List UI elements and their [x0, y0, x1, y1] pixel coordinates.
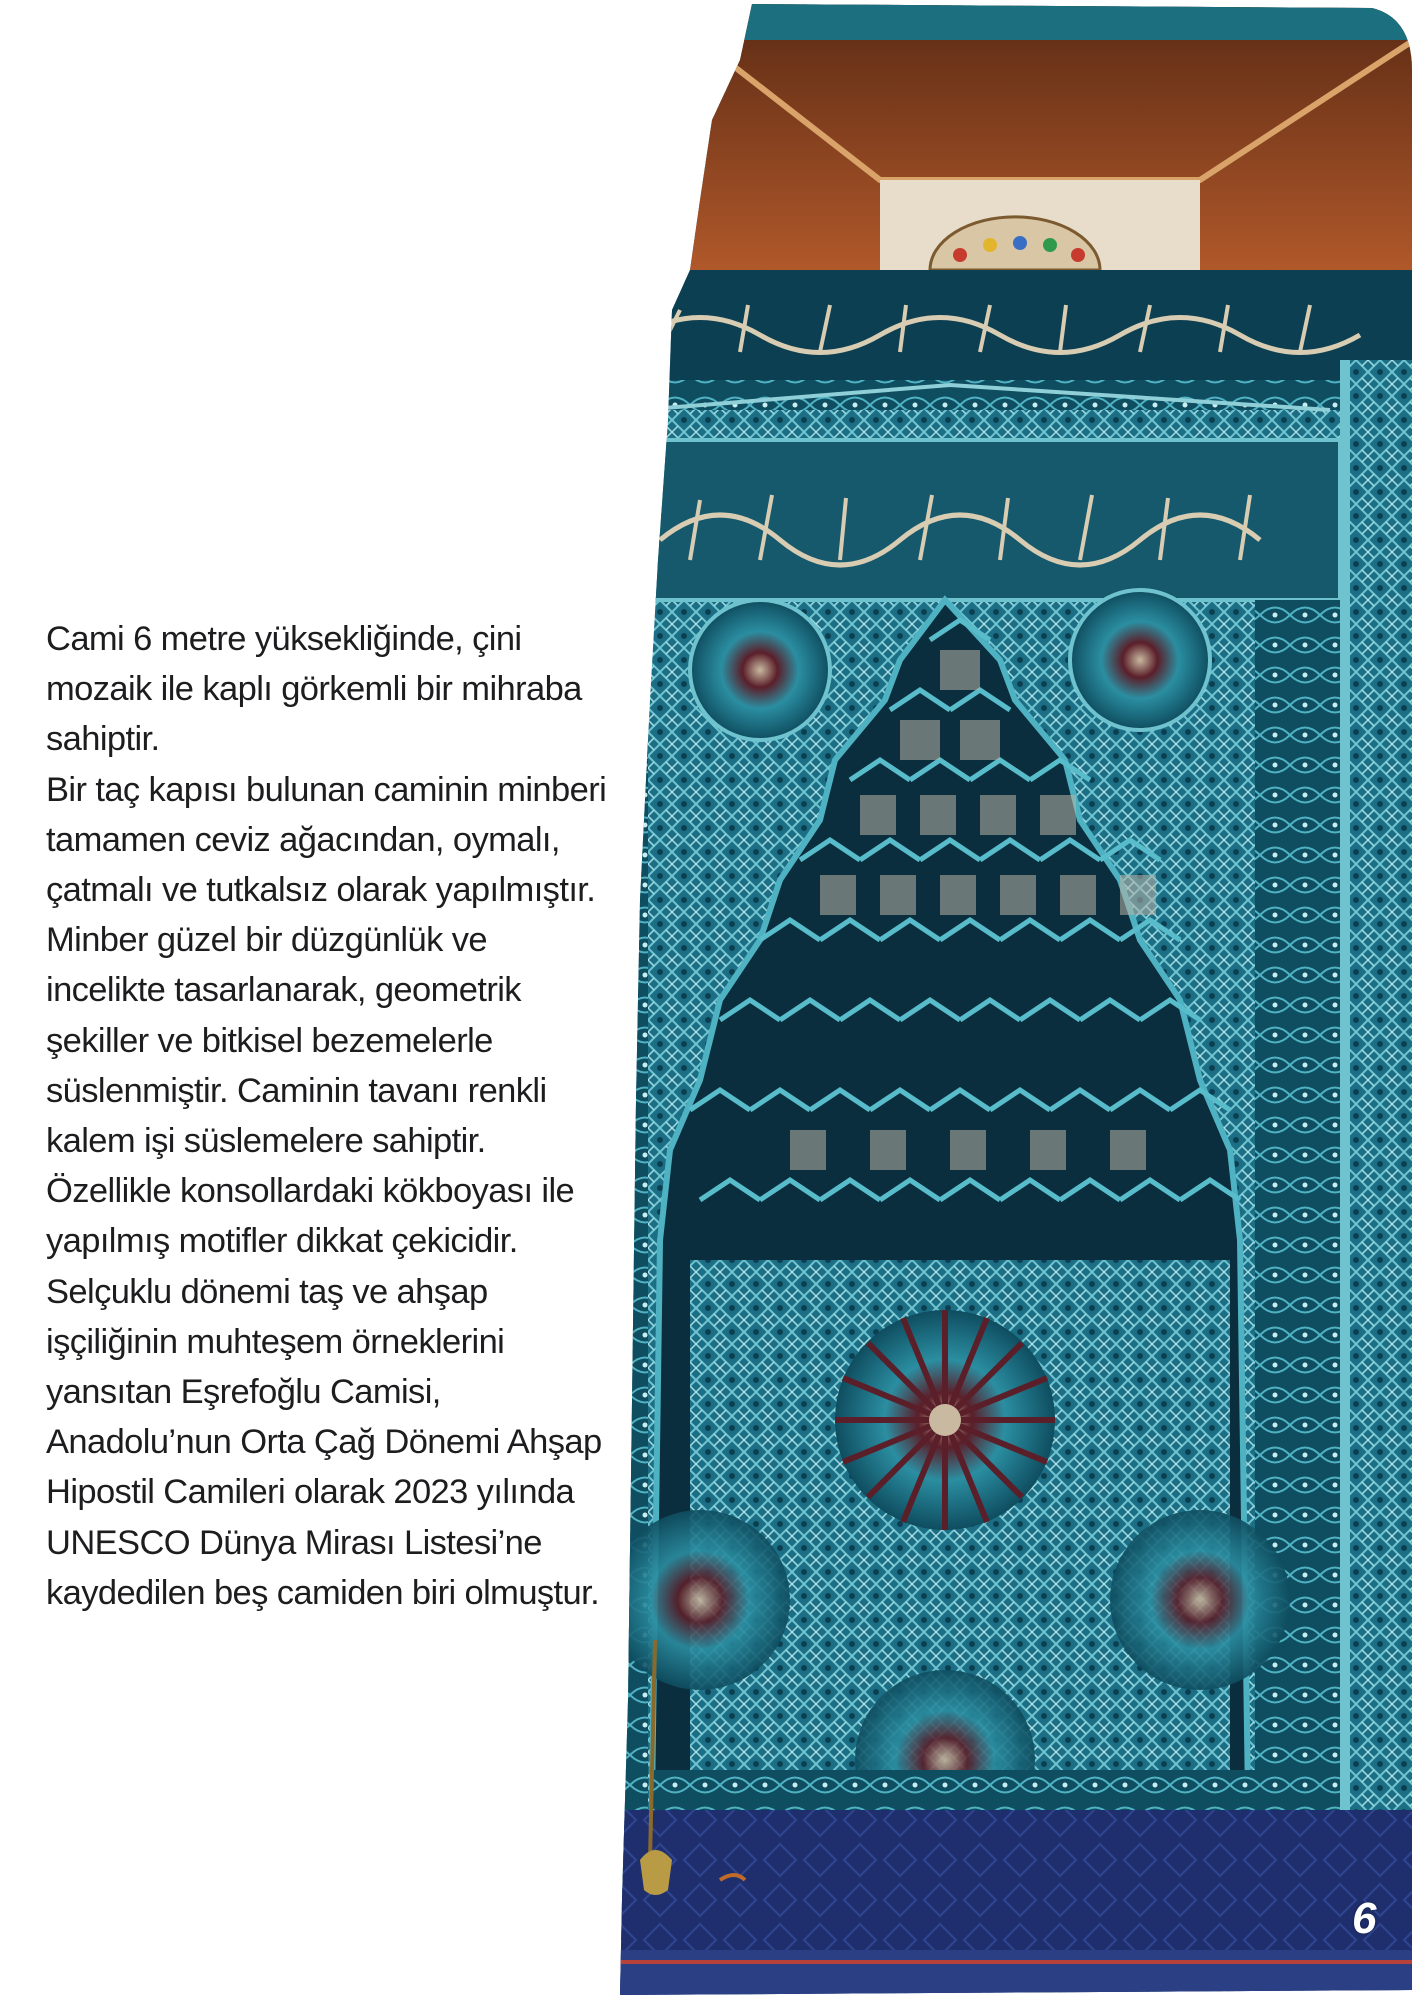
body-line: UNESCO Dünya Mirası Listesi’ne: [46, 1523, 542, 1562]
body-line: yapılmış motifler dikkat çekicidir.: [46, 1222, 518, 1261]
body-line: kaydedilen beş camiden biri olmuştur.: [46, 1573, 600, 1612]
body-line: Cami 6 metre yüksekliğinde, çini: [46, 620, 522, 658]
body-line: çatmalı ve tutkalsız olarak yapılmıştır.: [46, 871, 596, 910]
body-line: Özellikle konsollardaki kökboyası ile: [46, 1172, 575, 1211]
body-line: Anadolu’nun Orta Çağ Dönemi Ahşap: [46, 1423, 602, 1462]
body-line: mozaik ile kaplı görkemli bir mihraba: [46, 670, 582, 709]
body-line: tamamen ceviz ağacından, oymalı,: [46, 820, 560, 859]
body-line: kalem işi süslemelere sahiptir.: [46, 1122, 486, 1161]
body-line: işçiliğinin muhteşem örneklerini: [46, 1322, 505, 1361]
body-line: yansıtan Eşrefoğlu Camisi,: [46, 1373, 441, 1412]
body-line: Bir taç kapısı bulunan caminin minberi: [46, 770, 607, 809]
body-line: süslenmiştir. Caminin tavanı renkli: [46, 1071, 547, 1110]
page-number: 6: [1352, 1894, 1377, 1943]
body-line: sahiptir.: [46, 720, 160, 759]
body-line: Hipostil Camileri olarak 2023 yılında: [46, 1473, 575, 1512]
body-line: Minber güzel bir düzgünlük ve: [46, 921, 487, 960]
body-line: Selçuklu dönemi taş ve ahşap: [46, 1272, 488, 1311]
body-line: şekiller ve bitkisel bezemelerle: [46, 1021, 493, 1060]
body-line: incelikte tasarlanarak, geometrik: [46, 971, 521, 1010]
